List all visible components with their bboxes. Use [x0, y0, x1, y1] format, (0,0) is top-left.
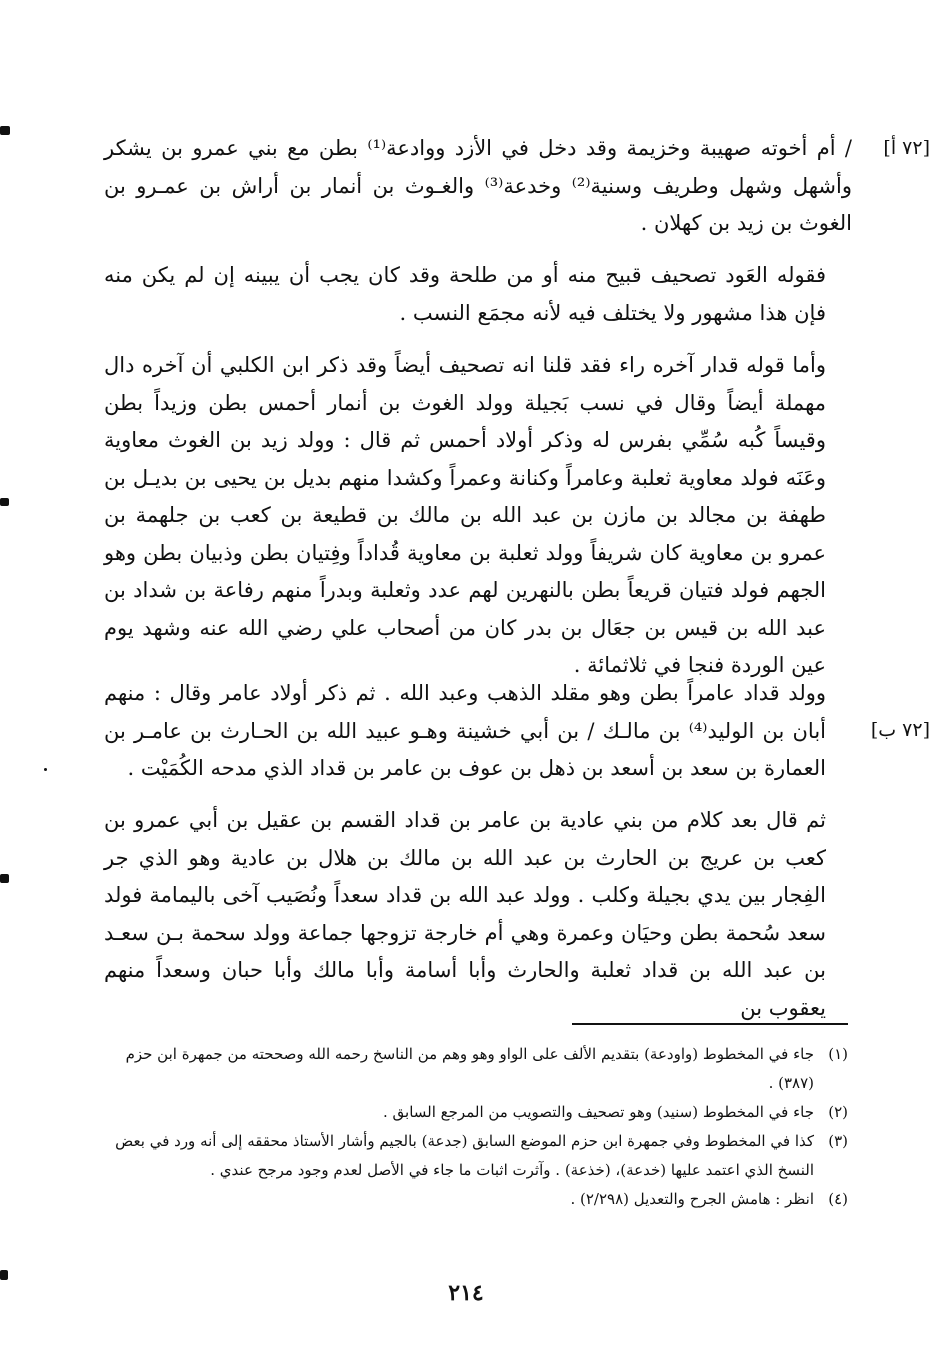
scan-edge-mark	[0, 126, 10, 135]
paragraph-4: وولد قداد عامراً بطن وهو مقلد الذهب وعبد الله . ثم ذكر أولاد عامر وقال : منهم أبان بن الوليد⁽⁴⁾ بن مالـك / بن أبي خشينة وهـو عبيد الله بن الحـارث بن عامـر بن العمارة بن سعد بن أسعد بن ذهل بن عوف بن عامر بن قداد الذي مدحه الكُمَيْت .	[104, 681, 826, 780]
margin-note-folio-72b: [٧٢ ب]	[870, 719, 930, 741]
footnote-number: (١)	[828, 1045, 848, 1063]
footnote-text: كذا في المخطوط وفي جمهرة ابن حزم الموضع السابق (جدعة) بالجيم وأشار الأستاذ محققه إلى أنه ورد في بعض النسخ الذي اعتمد عليها (خدعة)، (خذعة) . وآثرت اثبات ما جاء في الأصل لعدم وجود مرجح عندي .	[115, 1132, 814, 1179]
footnotes	[104, 1040, 848, 1214]
paragraph-1: / أم أخوته صهيبة وخزيمة وقد دخل في الأزد ووادعة⁽¹⁾ بطن مع بني عمرو بن يشكر وأشهل وشهل وطريف وسنية⁽²⁾ وخدعة⁽³⁾ والغـوث بن أنمار بن أراش بن عمـرو بن الغوث بن زيد بن كهلان .	[104, 136, 853, 235]
footnote-number: (٤)	[828, 1190, 848, 1208]
scan-edge-mark	[0, 1270, 8, 1280]
page-number: ٢١٤	[448, 1280, 484, 1306]
paragraph-2: فقوله العَود تصحيف قبيح منه أو من طلحة وقد كان يجب أن يبينه إن لم يكن منه فإن هذا مشهور ولا يختلف فيه لأنه مجمَع النسب .	[104, 263, 826, 325]
paragraph-5: ثم قال بعد كلام من بني عادية بن عامر بن قداد القسم بن عقيل بن أبي عمرو بن كعب بن عريج بن الحارث بن عبد الله بن مالك بن هلال بن عادية وهو الذي جر الفِجار بين يدي بجيلة وكلب . وولد عبد الله بن قداد سعداً ونُصَيب آخى باليمامة فولد سعد سُحمة بطن وحيَان وعمرة وهي أم خارجة تزوجها جماعة وولد سحمة بـن سعـد بن عبد الله بن قداد ثعلبة والحارث وأبا أسامة وأبا مالك وأبا حبان وسعداً منهم يعقوب بن	[104, 808, 826, 1020]
margin-note-folio-72a: [٧٢ أ]	[883, 137, 930, 159]
scan-edge-mark	[0, 874, 9, 883]
paragraph-3: وأما قوله قدار آخره راء فقد قلنا انه تصحيف أيضاً وقد ذكر ابن الكلبي أن آخره دال مهملة أيضاً وقال في نسب بَجيلة وولد الغوث بن أنمار أحمس بطن وزيداً بطن وقيساً كُبه سُمِّي بفرس له وذكر أولاد أحمس ثم قال : وولد زيد بن الغوث معاوية وعَنَه فولد معاوية ثعلبة وعامراً وكنانة وعمراً وكشدا منهم بديل بن يحيى بن بديـل بن طهفة بن مجالد بن مازن بن عبد الله بن مالك بن قطيعة بن كعب بن جلهمة بن عمرو بن معاوية كان شريفاً وولد ثعلبة بن معاوية قُداداً وفِتيان بطن وذبيان بطن وهو الجهم فولد فتيان قريعاً بطن بالنهرين لهم عدد وثعلبة وبدراً منهم رفاعة بن شداد بن عبد الله بن قيس بن جعَال بن بدر كان من أصحاب علي رضي الله عنه وشهد يوم عين الوردة فنجا في ثلاثمائة .	[104, 353, 826, 677]
footnote-1	[104, 1040, 848, 1098]
footnote-2	[104, 1098, 848, 1127]
scan-edge-mark	[0, 498, 9, 506]
footnote-text: جاء في المخطوط (سنيد) وهو تصحيف والتصويب من المرجع السابق .	[383, 1103, 814, 1121]
footnote-text: انظر : هامش الجرح والتعديل (٢/٢٩٨) .	[570, 1190, 814, 1208]
footnote-number: (٣)	[828, 1132, 848, 1150]
main-text-block-2	[104, 675, 852, 1020]
scan-speck	[44, 768, 47, 771]
footnote-4	[104, 1185, 848, 1214]
footnote-text: جاء في المخطوط (واودعة) بتقديم الألف على الواو وهو وهم من الناسخ رحمه الله وصححته من جمهرة ابن حزم (٣٨٧) .	[125, 1045, 814, 1092]
footnote-number: (٢)	[828, 1103, 848, 1121]
footnote-3	[104, 1127, 848, 1185]
main-text-block-1	[104, 130, 853, 677]
footnote-separator	[572, 1023, 848, 1025]
